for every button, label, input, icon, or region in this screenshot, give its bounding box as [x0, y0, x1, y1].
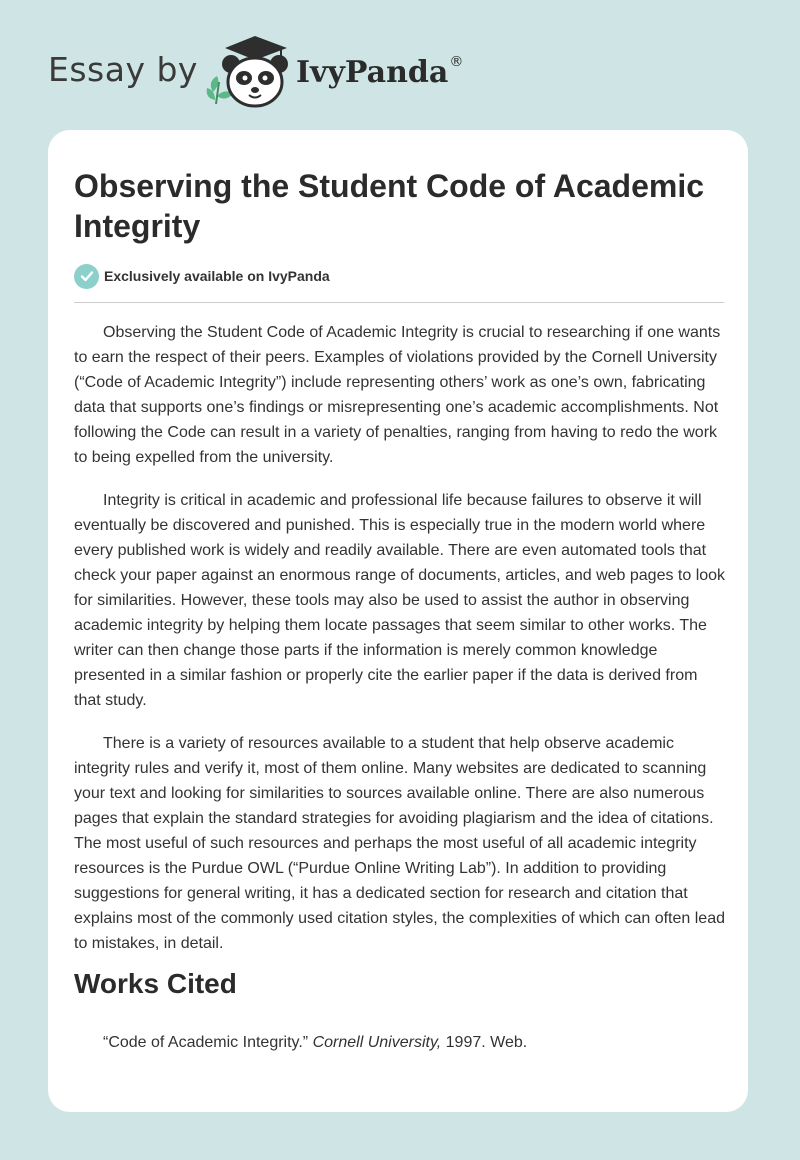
registered-mark: ®	[449, 54, 464, 70]
check-icon	[74, 264, 99, 289]
exclusive-label: Exclusively available on IvyPanda	[104, 268, 330, 284]
divider	[74, 302, 724, 303]
brand-name[interactable]: IvyPanda®	[296, 54, 464, 90]
essay-card	[48, 130, 748, 1112]
paragraph-1: Observing the Student Code of Academic Integrity is crucial to researching if one wants to earn the respect of their peers. Examples of violations provided by the Cornell University (“Code of Academic Integrity”) include representing others’ work as one’s own, fabricating data that supports one’s findings or misrepresenting one’s academic accomplishments. Not following the Code can result in a variety of penalties, ranging from having to redo the work to being expelled from the university.	[74, 324, 721, 466]
paragraph-2: Integrity is critical in academic and professional life because failures to observe it will eventually be discovered and punished. This is especially true in the modern world where every published work is widely and readily available. There are even automated tools that check your paper against an enormous range of documents, articles, and web pages to look for similarities. However, these tools may also be used to assist the author in observing academic integrity by helping them locate passages that seem similar to other works. The writer can then change those parts if the information is merely common knowledge presented in a similar fashion or properly cite the earlier paper if the data is derived from that study.	[74, 492, 726, 709]
citation-source: Cornell University,	[312, 1034, 442, 1051]
site-header	[48, 34, 548, 114]
panda-logo-icon[interactable]	[203, 34, 295, 110]
citation-entry: “Code of Academic Integrity.” Cornell University, 1997. Web.	[103, 1034, 528, 1051]
exclusive-badge	[74, 263, 330, 289]
essay-body	[74, 320, 726, 974]
essay-by-label: Essay by	[48, 50, 198, 89]
works-cited-heading: Works Cited	[74, 968, 237, 999]
paragraph-3: There is a variety of resources available to a student that help observe academic integrity rules and verify it, most of them online. Many websites are dedicated to scanning your text and looking for similarities to sources available online. There are also numerous pages that explain the standard strategies for avoiding plagiarism and the idea of citations. The most useful of such resources and perhaps the most useful of all academic integrity resources is the Purdue OWL (“Purdue Online Writing Lab”). In addition to providing suggestions for general writing, it has a dedicated section for research and citation that explains most of the commonly used citation styles, the complexities of which can often lead to mistakes, in detail.	[74, 735, 725, 952]
page-title: Observing the Student Code of Academic Integrity	[74, 168, 705, 244]
